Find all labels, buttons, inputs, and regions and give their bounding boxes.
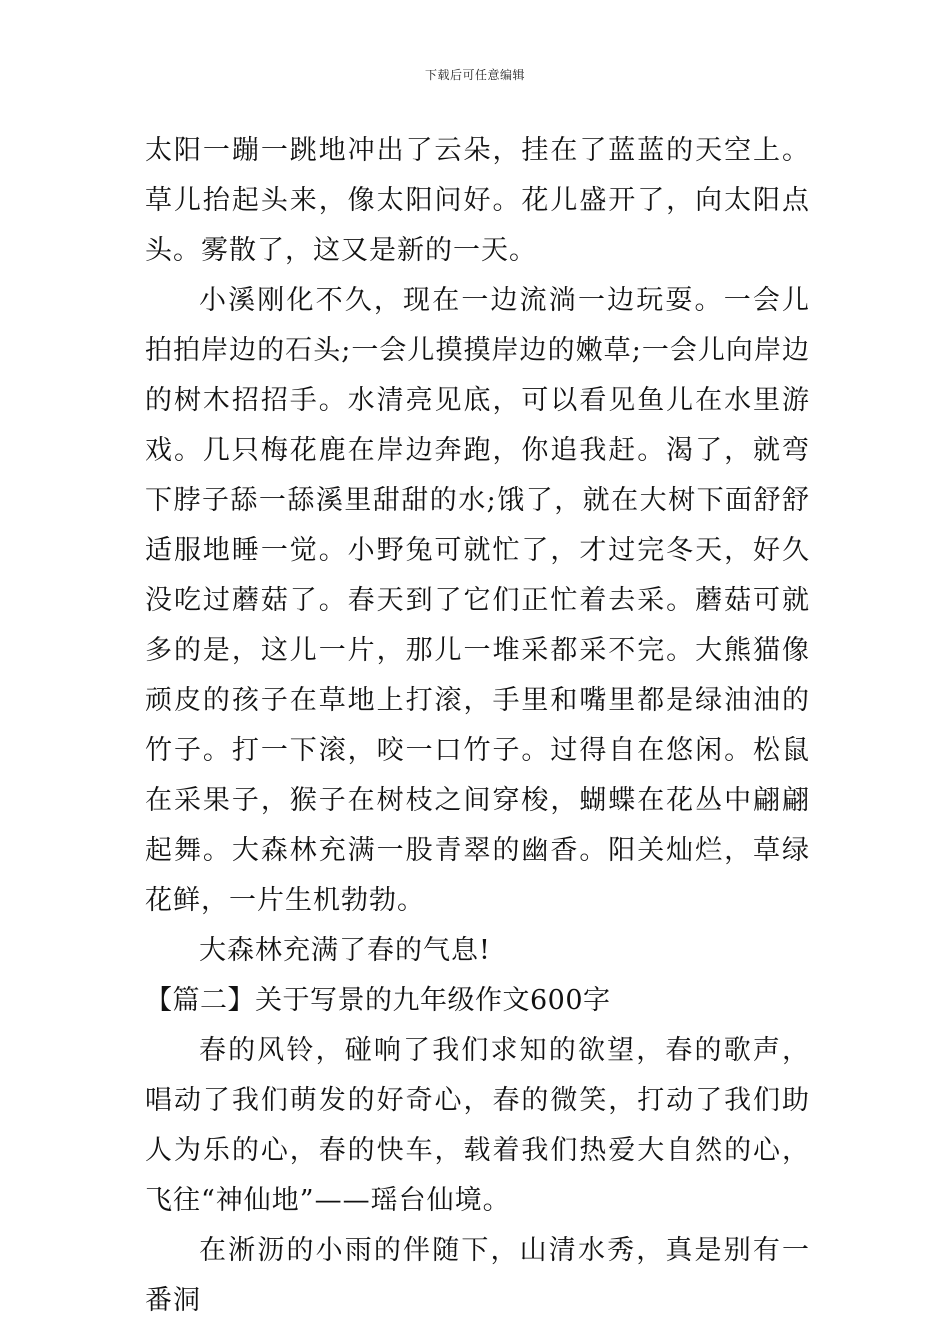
paragraph-1: 太阳一蹦一跳地冲出了云朵，挂在了蓝蓝的天空上。草儿抬起头来，像太阳问好。花儿盛开了，向太阳点头。雾散了，这又是新的一天。 <box>145 135 810 266</box>
section-heading: 【篇二】关于写景的九年级作文600字 <box>145 985 611 1016</box>
paragraph-2: 小溪刚化不久，现在一边流淌一边玩耍。一会儿拍拍岸边的石头;一会儿摸摸岸边的嫩草;一会儿向岸边的树木招招手。水清亮见底，可以看见鱼儿在水里游戏。几只梅花鹿在岸边奔跑，你追我赶。渴了，就弯下脖子舔一舔溪里甜甜的水;饿了，就在大树下面舒舒适服地睡一觉。小野兔可就忙了，才过完冬天，好久没吃过蘑菇了。春天到了它们正忙着去采。蘑菇可就多的是，这儿一片，那儿一堆采都采不完。大熊猫像顽皮的孩子在草地上打滚，手里和嘴里都是绿油油的竹子。打一下滚，咬一口竹子。过得自在悠闲。松鼠在采果子，猴子在树枝之间穿梭，蝴蝶在花丛中翩翩起舞。大森林充满一股青翠的幽香。阳关灿烂，草绿花鲜，一片生机勃勃。 <box>145 285 810 916</box>
paragraph-3: 大森林充满了春的气息! <box>199 935 491 966</box>
header-note: 下载后可任意编辑 <box>424 68 525 82</box>
paragraph-5: 在淅沥的小雨的伴随下，山清水秀，真是别有一番洞 <box>145 1235 810 1316</box>
paragraph-4: 春的风铃，碰响了我们求知的欲望，春的歌声，唱动了我们萌发的好奇心，春的微笑，打动了我们助人为乐的心，春的快车，载着我们热爱大自然的心，飞往“神仙地”——瑶台仙境。 <box>145 1035 810 1216</box>
document-body <box>145 126 810 1326</box>
